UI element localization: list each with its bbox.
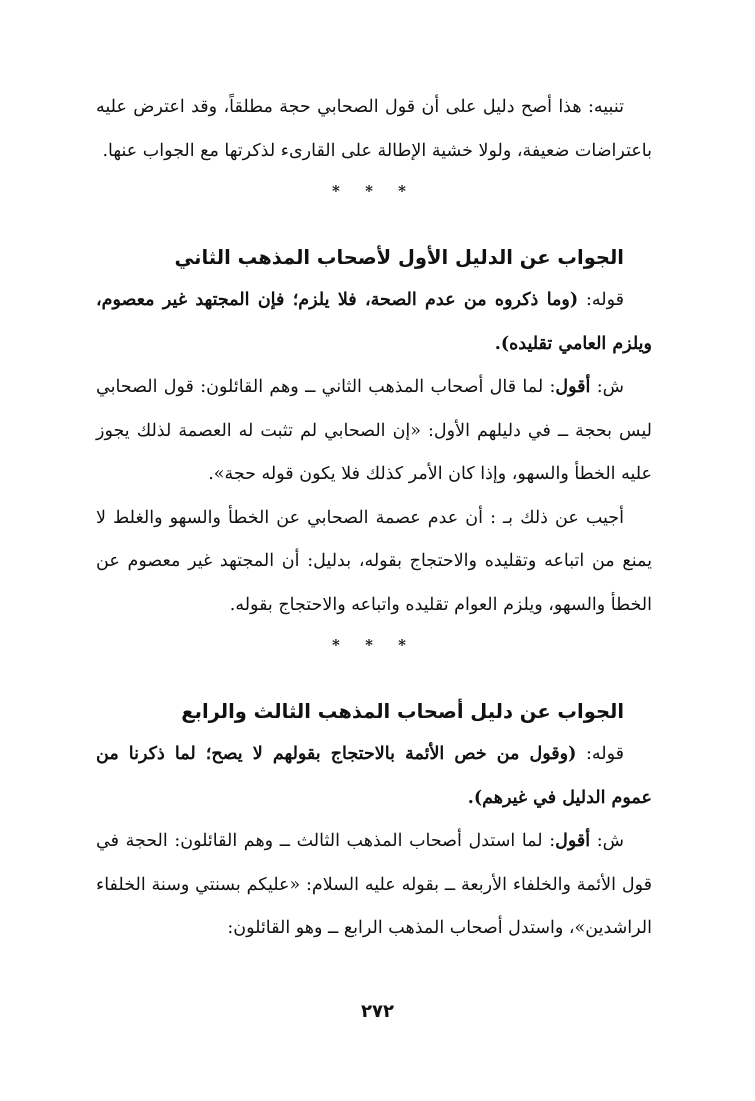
answer-label: أقول [555,831,591,851]
answer-text: : لما قال أصحاب المذهب الثاني ــ وهم القائلون: قول الصحابي ليس بحجة ــ في دليلهم الأول: «إن الصحابي لم تثبت له العصمة لذلك يجوز عليه الخطأ والسهو، وإذا كان الأمر كذلك فلا يكون قوله حجة». [96,377,652,484]
answer-text: : لما استدل أصحاب المذهب الثالث ــ وهم القائلون: الحجة في قول الأئمة والخلفاء الأربعة ــ بقوله عليه السلام: «عليكم بسنتي وسنة الخلفاء الراشدين»، واستدل أصحاب المذهب الرابع ــ وهو القائلون: [96,831,652,938]
reply-paragraph-1: أجيب عن ذلك بـ : أن عدم عصمة الصحابي عن الخطأ والسهو والغلط لا يمنع من اتباعه وتقليده والاحتجاج بقوله، بدليل: أن المجتهد غير معصوم عن الخطأ والسهو، ويلزم العوام تقليده واتباعه والاحتجاج بقوله. [96,507,652,615]
section-separator: * * * [332,636,416,654]
page-body [96,86,652,951]
quote-paragraph-2 [96,733,652,820]
quote-text: (وما ذكروه من عدم الصحة، فلا يلزم؛ فإن المجتهد غير معصوم، ويلزم العامي تقليده). [96,290,652,354]
page-number: ٢٧٢ [361,1001,394,1022]
answer-paragraph-1 [96,366,652,497]
note-paragraph: تنبيه: هذا أصح دليل على أن قول الصحابي حجة مطلقاً، وقد اعترض عليه باعتراضات ضعيفة، ولولا خشية الإطالة على القارىء لذكرتها مع الجواب عنها. [96,97,652,161]
answer-label: أقول [555,377,591,397]
quote-prefix: قوله: [576,744,624,764]
quote-text: (وقول من خص الأئمة بالاحتجاج بقولهم لا يصح؛ لما ذكرنا من عموم الدليل في غيرهم). [96,744,652,808]
section-heading-third-fourth: الجواب عن دليل أصحاب المذهب الثالث والرابع [181,700,624,723]
answer-paragraph-2 [96,820,652,951]
section-heading-first-evidence: الجواب عن الدليل الأول لأصحاب المذهب الثاني [174,246,624,269]
quote-paragraph-1 [96,279,652,366]
answer-prefix: ش: [590,831,624,851]
section-separator: * * * [332,182,416,200]
answer-prefix: ش: [590,377,624,397]
quote-prefix: قوله: [578,290,624,310]
